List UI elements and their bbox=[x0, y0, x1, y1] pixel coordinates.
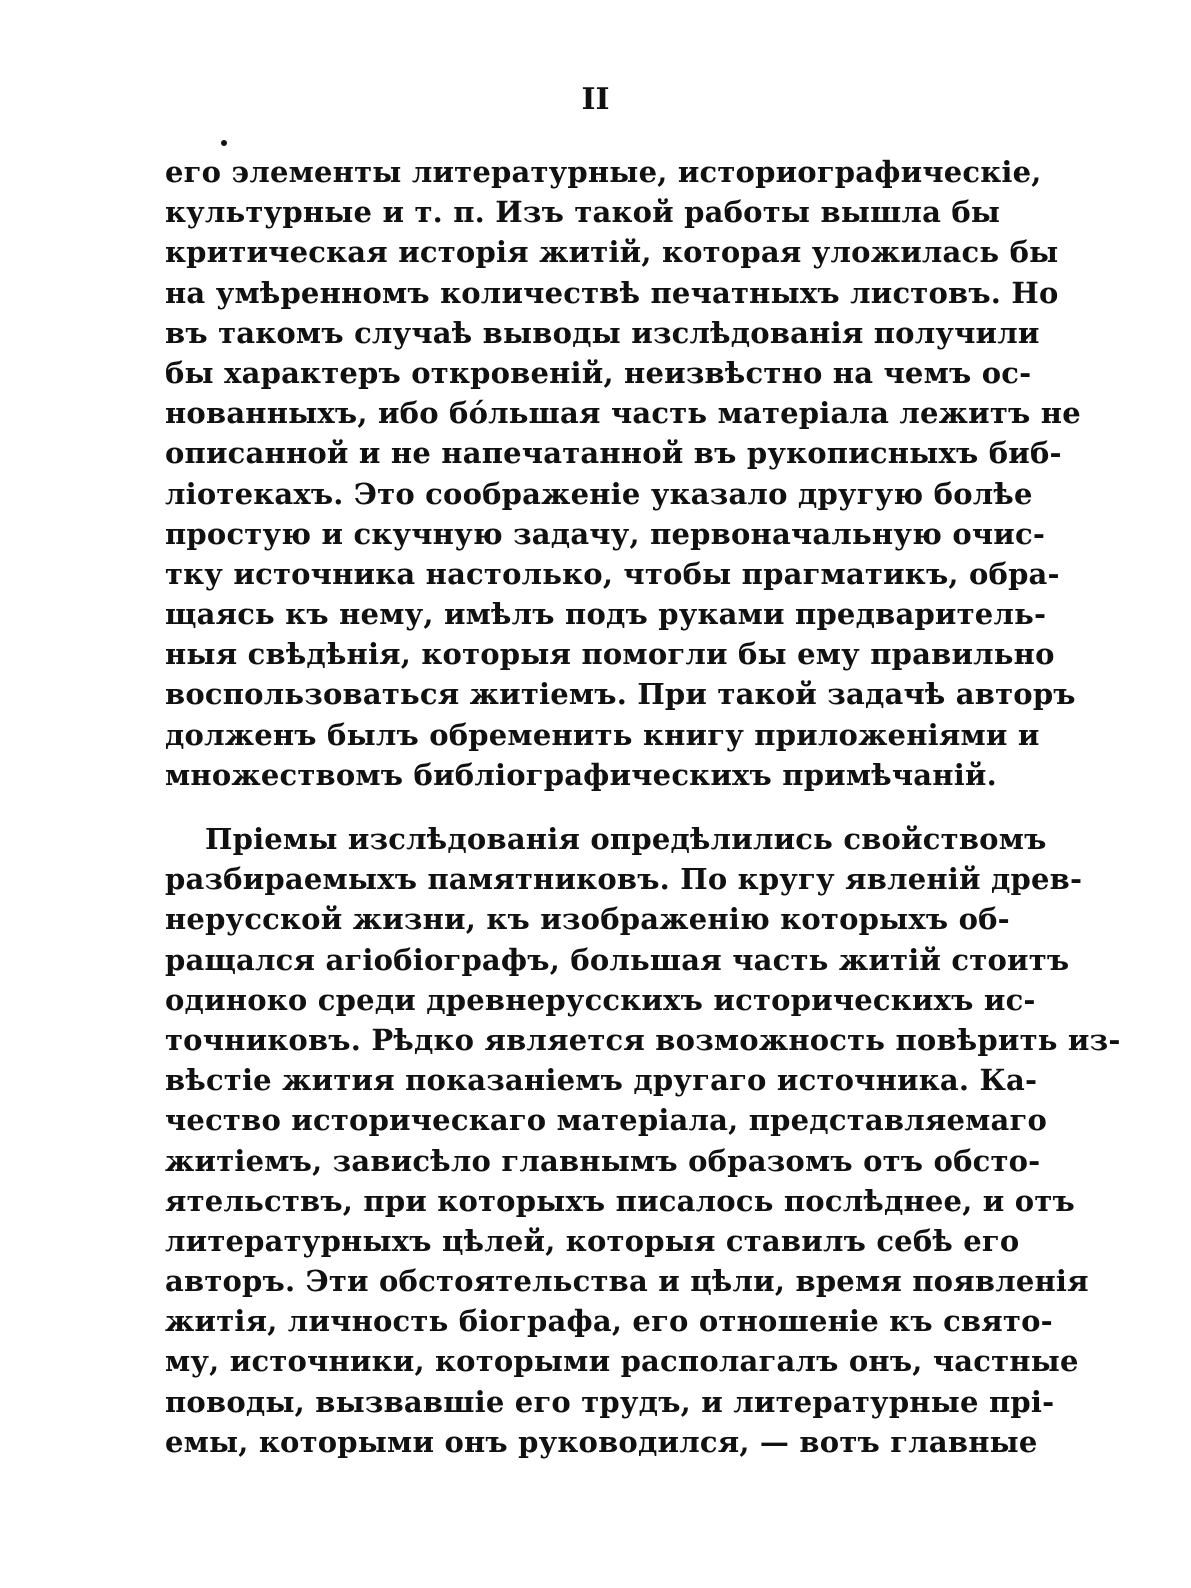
text-line: долженъ былъ обременить книгу приложенiями и bbox=[165, 717, 1040, 752]
text-line: бы характеръ откровенiй, неизвѣстно на чемъ ос- bbox=[165, 355, 1032, 390]
ink-speck bbox=[221, 140, 227, 146]
text-line: ятельствъ, при которыхъ писалось послѣднее, и отъ bbox=[165, 1183, 1075, 1218]
text-line: точниковъ. Рѣдко является возможность повѣрить из- bbox=[165, 1022, 1121, 1057]
text-line: въ такомъ случаѣ выводы изслѣдованiя получили bbox=[165, 315, 1040, 350]
text-line: на умѣренномъ количествѣ печатныхъ листовъ. Но bbox=[165, 275, 1059, 310]
text-line: лiотекахъ. Это соображенiе указало другую болѣе bbox=[165, 476, 1033, 511]
text-line: чество историческаго матерiала, представляемаго bbox=[165, 1103, 1048, 1138]
text-line: щаясь къ нему, имѣлъ подъ руками предваритель- bbox=[165, 597, 1047, 632]
text-line: авторъ. Эти обстоятельства и цѣли, время появленiя bbox=[165, 1264, 1089, 1299]
paragraph-2 bbox=[165, 819, 1121, 1462]
text-line: его элементы литературные, историографическiе, bbox=[165, 155, 1042, 189]
text-line: ращался агiобiографъ, большая часть житiй стоитъ bbox=[165, 942, 1070, 977]
text-line: воспользоваться житiемъ. При такой задачѣ авторъ bbox=[165, 677, 1076, 712]
text-line: вѣстiе жития показанiемъ другаго источника. Ка- bbox=[165, 1063, 1038, 1098]
text-line: емы, которыми онъ руководился, — вотъ главные bbox=[165, 1424, 1038, 1459]
text-line: одиноко среди древнерусскихъ историческихъ ис- bbox=[165, 982, 1036, 1017]
text-line: критическая исторiя житiй, которая уложилась бы bbox=[165, 235, 1059, 270]
text-line: поводы, вызвавшiе его трудъ, и литературные прi- bbox=[165, 1384, 1055, 1419]
text-line: описанной и не напечатанной въ рукописныхъ биб- bbox=[165, 436, 1062, 471]
text-line: культурные и т. п. Изъ такой работы вышла бы bbox=[165, 195, 1001, 230]
text-line: му, источники, которыми располагалъ онъ, частные bbox=[165, 1344, 1079, 1379]
text-line: ныя свѣдѣнiя, которыя помогли бы ему правильно bbox=[165, 637, 1055, 672]
text-line: нерусской жизни, къ изображенiю которыхъ об- bbox=[165, 902, 1010, 937]
text-line: житiя, личность бiографа, его отношенiе къ свято- bbox=[165, 1304, 1053, 1339]
text-line: Прiемы изслѣдованiя опредѣлились свойствомъ bbox=[205, 822, 1047, 856]
text-line: разбираемыхъ памятниковъ. По кругу явленiй древ- bbox=[165, 862, 1083, 897]
text-line: нованныхъ, ибо бо́льшая часть матерiала лежитъ не bbox=[165, 396, 1081, 431]
page-number: II bbox=[581, 82, 610, 117]
paragraph-1 bbox=[165, 152, 1081, 795]
text-line: литературныхъ цѣлей, которыя ставилъ себѣ его bbox=[165, 1223, 1020, 1258]
text-line: простую и скучную задачу, первоначальную очис- bbox=[165, 516, 1046, 551]
text-line: житiемъ, зависѣло главнымъ образомъ отъ обсто- bbox=[165, 1143, 1041, 1178]
text-line: тку источника настолько, чтобы прагматикъ, обра- bbox=[165, 556, 1060, 591]
text-line: множествомъ библiографическихъ примѣчанiй. bbox=[165, 757, 997, 792]
